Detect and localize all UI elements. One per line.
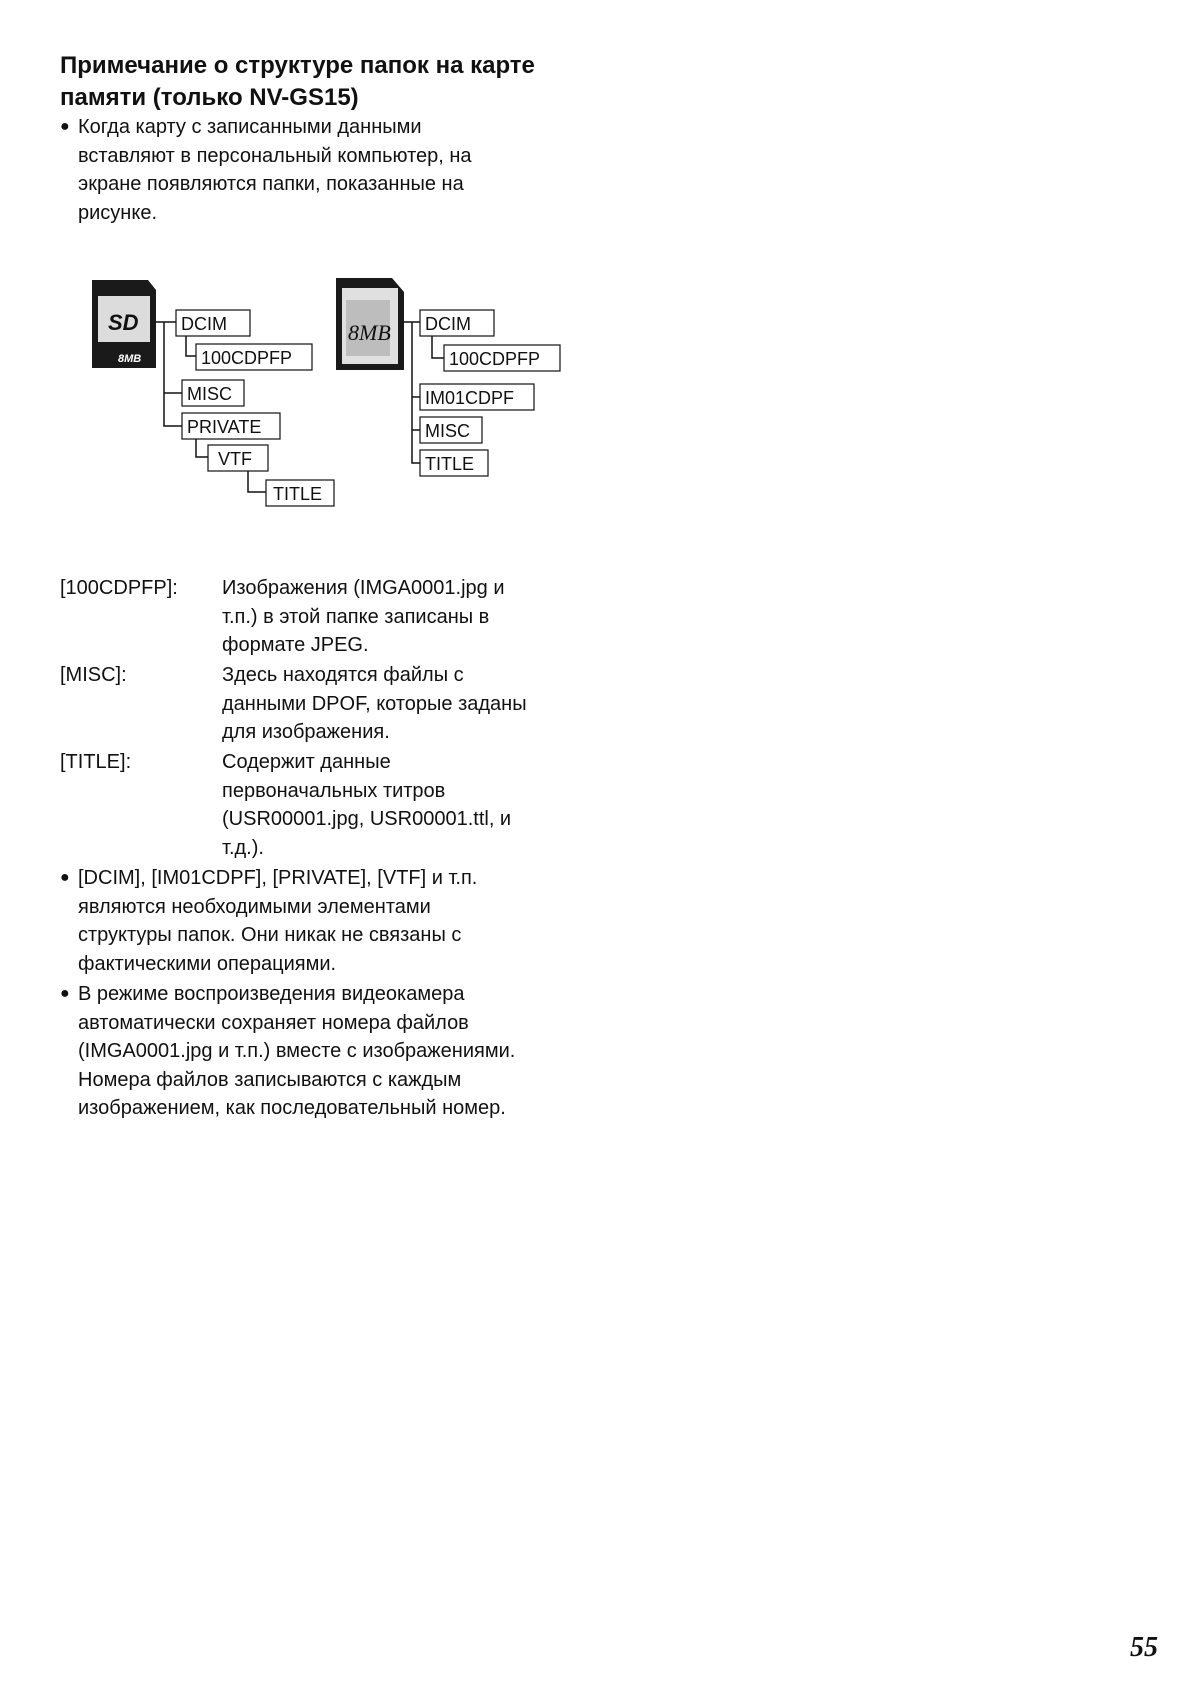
intro-line: рисунке. xyxy=(78,201,157,224)
bullet-icon: ● xyxy=(60,869,70,886)
note-line: (IMGA0001.jpg и т.п.) вместе с изображениями. xyxy=(78,1040,516,1062)
svg-text:VTF: VTF xyxy=(218,449,252,469)
definition-line: Изображения (IMGA0001.jpg и xyxy=(222,577,505,599)
note-line: фактическими операциями. xyxy=(78,952,337,975)
svg-text:MISC: MISC xyxy=(425,421,470,441)
note-line: автоматически сохраняет номера файлов xyxy=(78,1011,469,1034)
mmc-folder-dcim xyxy=(420,310,494,336)
note-line: Номера файлов записываются с каждым xyxy=(78,1068,462,1091)
bullet-icon: ● xyxy=(60,118,70,135)
svg-text:DCIM: DCIM xyxy=(181,314,227,334)
sd-folder-dcim xyxy=(176,310,250,336)
definition-line: т.д.). xyxy=(222,836,264,859)
mmc-folder-title xyxy=(420,450,488,476)
definition-term: [TITLE]: xyxy=(60,751,132,773)
intro-line: вставляют в персональный компьютер, на xyxy=(78,144,472,167)
mmc-card-icon xyxy=(336,278,404,370)
folder-structure-diagram xyxy=(0,260,620,520)
svg-text:MISC: MISC xyxy=(187,384,232,404)
sd-card-capacity: 8MB xyxy=(118,353,142,365)
definition-line: для изображения. xyxy=(222,721,390,743)
svg-text:100CDPFP: 100CDPFP xyxy=(201,348,293,368)
sd-folder-vtf xyxy=(208,445,268,471)
sd-folder-misc xyxy=(182,380,244,406)
definition-line: (USR00001.jpg, USR00001.ttl, и xyxy=(222,808,512,830)
sd-folder-title xyxy=(266,480,334,506)
svg-text:PRIVATE: PRIVATE xyxy=(187,417,262,437)
intro-line: экране появляются папки, показанные на xyxy=(78,173,464,195)
svg-text:TITLE: TITLE xyxy=(425,454,475,474)
sd-logo: SD xyxy=(108,310,139,335)
sd-card-icon xyxy=(92,280,156,368)
note-line: структуры папок. Они никак не связаны с xyxy=(78,924,462,946)
svg-text:TITLE: TITLE xyxy=(273,484,323,504)
mmc-folder-100cdpfp xyxy=(444,345,560,371)
svg-text:IM01CDPF: IM01CDPF xyxy=(425,388,515,408)
intro-line: Когда карту с записанными данными xyxy=(78,116,422,138)
section-heading: Примечание о структуре папок на карте памяти (только NV-GS15) xyxy=(60,52,535,111)
definition-line: данными DPOF, которые заданы xyxy=(222,692,527,715)
definition-line: первоначальных титров xyxy=(222,779,446,802)
sd-folder-100cdpfp xyxy=(196,344,312,370)
note-line: В режиме воспроизведения видеокамера xyxy=(78,983,465,1005)
note-line: изображением, как последовательный номер. xyxy=(78,1097,506,1119)
bullet-icon: ● xyxy=(60,985,70,1002)
mmc-folder-im01cdpf xyxy=(420,384,534,410)
sd-folder-private xyxy=(182,413,280,439)
mmc-folder-misc xyxy=(420,417,482,443)
definition-term: [100CDPFP]: xyxy=(60,577,178,599)
svg-text:100CDPFP: 100CDPFP xyxy=(449,349,541,369)
definition-term: [MISC]: xyxy=(60,664,127,686)
definition-line: формате JPEG. xyxy=(222,634,369,656)
note-line: являются необходимыми элементами xyxy=(78,895,431,918)
definition-line: т.п.) в этой папке записаны в xyxy=(222,605,490,628)
page-number: 55 xyxy=(1130,1632,1158,1663)
mmc-card-capacity: 8MB xyxy=(348,320,391,345)
definition-line: Содержит данные xyxy=(222,751,391,773)
svg-text:DCIM: DCIM xyxy=(425,314,471,334)
note-line: [DCIM], [IM01CDPF], [PRIVATE], [VTF] и т.п. xyxy=(78,867,478,889)
definition-line: Здесь находятся файлы с xyxy=(222,664,464,686)
